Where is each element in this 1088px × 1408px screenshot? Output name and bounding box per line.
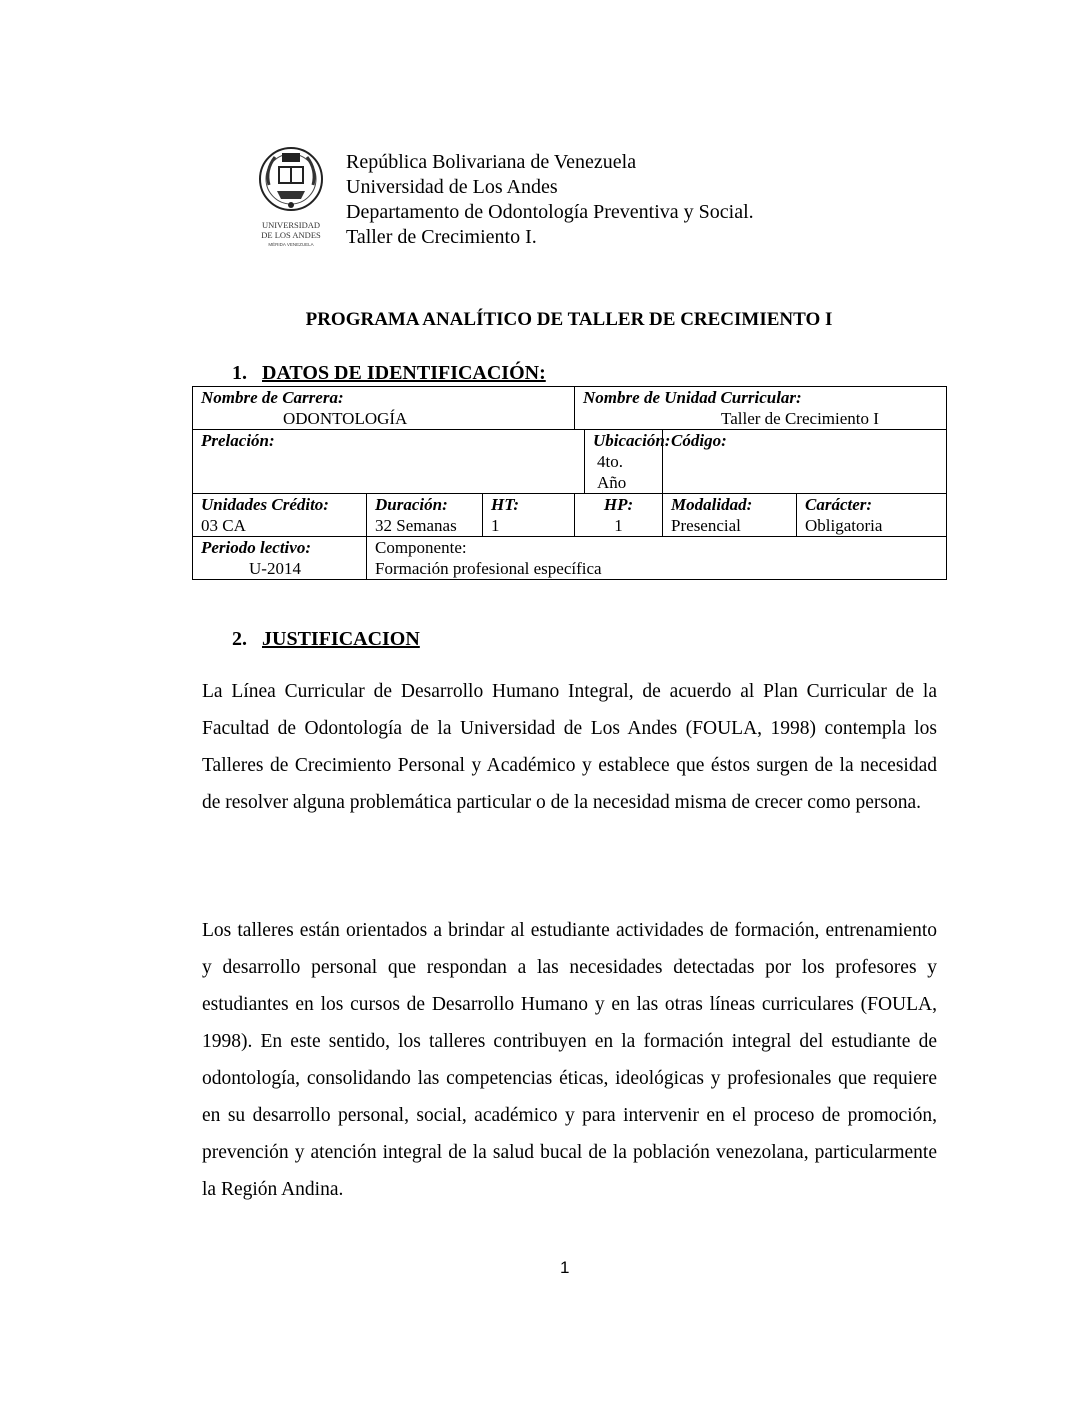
paragraph: Los talleres están orientados a brindar al estudiante actividades de formación, entrenamiento y desarrollo personal que respondan a las necesidades detectadas por los profesores y estudiantes en los cursos de Desarrollo Humano y en las otras líneas curriculares (FOULA, 1998). En este sentido, los talleres contribuyen en la formación integral del estudiante de odontología, consolidando las competencias éticas, ideológicas y profesionales que requiere en su desarrollo personal, social, académico y para intervenir en el proceso de promoción, prevención y atención integral de la salud bucal de la población venezolana, particularmente la Región Andina. [202,920,937,1200]
cell-prelacion [193,430,671,494]
creditos-value: 03 CA [201,516,246,535]
document-title: PROGRAMA ANALÍTICO DE TALLER DE CRECIMIENTO I [305,309,833,330]
table-row [193,537,947,580]
table-row [193,387,947,430]
componente-label: Componente: [375,538,467,557]
ht-value: 1 [491,516,500,535]
hp-label: HP: [603,495,634,514]
paragraph: La Línea Curricular de Desarrollo Humano Integral, de acuerdo al Plan Curricular de la Facultad de Odontología de la Universidad de Los Andes (FOULA, 1998) contempla los Talleres de Crecimiento Personal y Académico y establece que éstos surgen de la necesidad de resolver alguna problemática particular o de la necesidad misma de crecer como persona. [202,681,937,813]
modalidad-label: Modalidad: [671,495,753,514]
section-2-title: JUSTIFICACION [262,628,420,650]
svg-text:MÉRIDA VENEZUELA: MÉRIDA VENEZUELA [268,242,314,247]
header-line-course: Taller de Crecimiento I. [346,226,537,248]
cell-creditos [193,494,367,537]
carrera-value: ODONTOLOGÍA [283,409,408,428]
prelacion-label: Prelación: [201,431,275,450]
ubicacion-label: Ubicación: [593,431,671,450]
periodo-label: Periodo lectivo: [201,538,311,557]
page-number: 1 [560,1258,570,1277]
duracion-label: Duración: [375,495,448,514]
ht-label: HT: [491,495,520,514]
hp-value: 1 [614,516,623,535]
ubicacion-value: 4to. Año [597,452,627,492]
creditos-label: Unidades Crédito: [201,495,329,514]
caracter-label: Carácter: [805,495,873,514]
header-line-country: República Bolivariana de Venezuela [346,151,637,173]
section-2-number: 2. [232,628,247,650]
codigo-label: Código: [671,431,727,450]
componente-value: Formación profesional específica [375,559,602,578]
header-line-university: Universidad de Los Andes [346,176,558,198]
cell-componente [367,537,947,580]
header-line-department: Departamento de Odontología Preventiva y Social. [346,201,754,223]
cell-unidad-curricular [575,387,947,430]
unidad-label: Nombre de Unidad Curricular: [583,388,802,407]
institution-header [346,150,754,250]
university-logo [255,145,327,257]
cell-codigo [663,430,947,494]
table-row [193,430,947,494]
table-row [193,494,947,537]
duracion-value: 32 Semanas [375,516,457,535]
periodo-value: U-2014 [249,559,301,578]
ubicacion-subcell [585,430,671,493]
section-1-number: 1. [232,362,247,384]
modalidad-value: Presencial [671,516,741,535]
svg-text:UNIVERSIDAD: UNIVERSIDAD [261,220,321,230]
cell-caracter [797,494,947,537]
unidad-value: Taller de Crecimiento I [721,409,879,428]
cell-hp [575,494,663,537]
cell-modalidad [663,494,797,537]
svg-text:DE LOS ANDES: DE LOS ANDES [261,230,321,240]
carrera-label: Nombre de Carrera: [201,388,344,407]
cell-carrera [193,387,575,430]
section-1-title: DATOS DE IDENTIFICACIÓN: [262,362,546,384]
prelacion-subcell [201,430,585,493]
cell-periodo [193,537,367,580]
section-1-heading [232,362,546,385]
cell-duracion [367,494,483,537]
section-2-heading [232,628,420,651]
cell-ht [483,494,575,537]
identification-table [192,386,947,580]
caracter-value: Obligatoria [805,516,883,535]
